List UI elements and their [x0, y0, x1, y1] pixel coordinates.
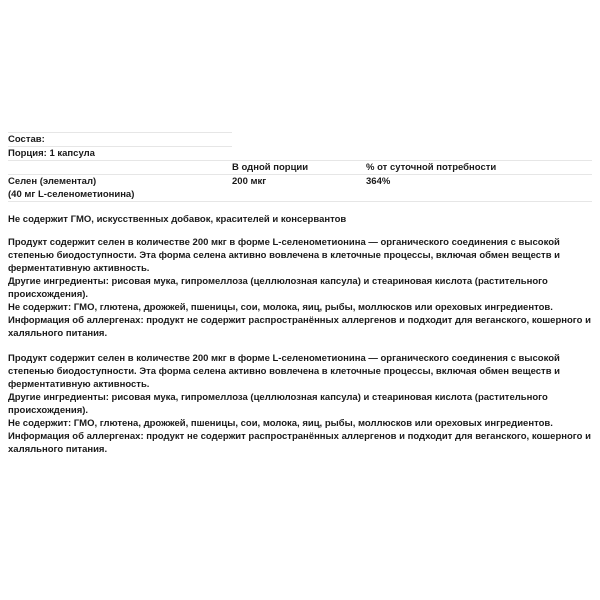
free-from-notice: [8, 213, 592, 226]
description-2-paragraph-1: Продукт содержит селен в количестве 200 мкг в форме L-селенометионина — органического соединения с высокой степенью биодоступности. Эта форма селена активно вовлечена в клеточные процессы, включая обмен веществ и ферментативную активность.: [8, 353, 561, 390]
column-header-nutrient: [8, 161, 232, 175]
spacer-before-description-2: [0, 340, 600, 352]
description-1-paragraph-2: Другие ингредиенты: рисовая мука, гипромеллоза (целлюлозная капсула) и стеариновая кислота (растительного происхождения).: [8, 276, 548, 300]
spacer-before-description-1: [0, 226, 600, 236]
nutrient-amount-per-serving: 200 мкг: [232, 175, 366, 202]
description-1-paragraph-4: Информация об аллергенах: продукт не содержит распространённых аллергенов и подходит для веганского, кошерного и халяльного питания.: [8, 315, 591, 339]
column-header-per-serving: В одной порции: [232, 161, 366, 175]
free-from-text: Не содержит ГМО, искусственных добавок, красителей и консервантов: [8, 214, 347, 225]
nutrient-name-secondary: (40 мг L-селенометионина): [8, 189, 135, 200]
supplement-facts-table: [8, 132, 592, 202]
column-header-daily-value: % от суточной потребности: [366, 161, 592, 175]
description-2-paragraph-4: Информация об аллергенах: продукт не содержит распространённых аллергенов и подходит для веганского, кошерного и халяльного питания.: [8, 431, 591, 455]
description-block-2: [8, 352, 592, 456]
description-2-paragraph-3: Не содержит: ГМО, глютена, дрожжей, пшеницы, сои, молока, яиц, рыбы, моллюсков или ореховых ингредиентов.: [8, 418, 553, 429]
top-whitespace: [0, 0, 600, 132]
serving-size-label: Порция: 1 капсула: [8, 147, 232, 161]
spacer-cell: [366, 133, 592, 147]
spacer-cell: [366, 147, 592, 161]
description-1-paragraph-1: Продукт содержит селен в количестве 200 мкг в форме L-селенометионина — органического соединения с высокой степенью биодоступности. Эта форма селена активно вовлечена в клеточные процессы, включая обмен веществ и ферментативную активность.: [8, 237, 561, 274]
nutrient-name-cell: [8, 175, 232, 202]
spacer-cell: [232, 133, 366, 147]
description-2-paragraph-2: Другие ингредиенты: рисовая мука, гипромеллоза (целлюлозная капсула) и стеариновая кислота (растительного происхождения).: [8, 392, 548, 416]
nutrient-daily-value-percent: 364%: [366, 175, 592, 202]
table-header-row: [8, 161, 592, 175]
spacer-after-table: [0, 202, 600, 213]
description-1-paragraph-3: Не содержит: ГМО, глютена, дрожжей, пшеницы, сои, молока, яиц, рыбы, моллюсков или ореховых ингредиентов.: [8, 302, 553, 313]
nutrient-name-primary: Селен (элементал): [8, 176, 97, 187]
table-row-ingredients-label: [8, 133, 592, 147]
description-block-1: [8, 236, 592, 340]
ingredients-label: Состав:: [8, 133, 232, 147]
table-row-serving-size: [8, 147, 592, 161]
table-row: [8, 175, 592, 202]
spacer-cell: [232, 147, 366, 161]
